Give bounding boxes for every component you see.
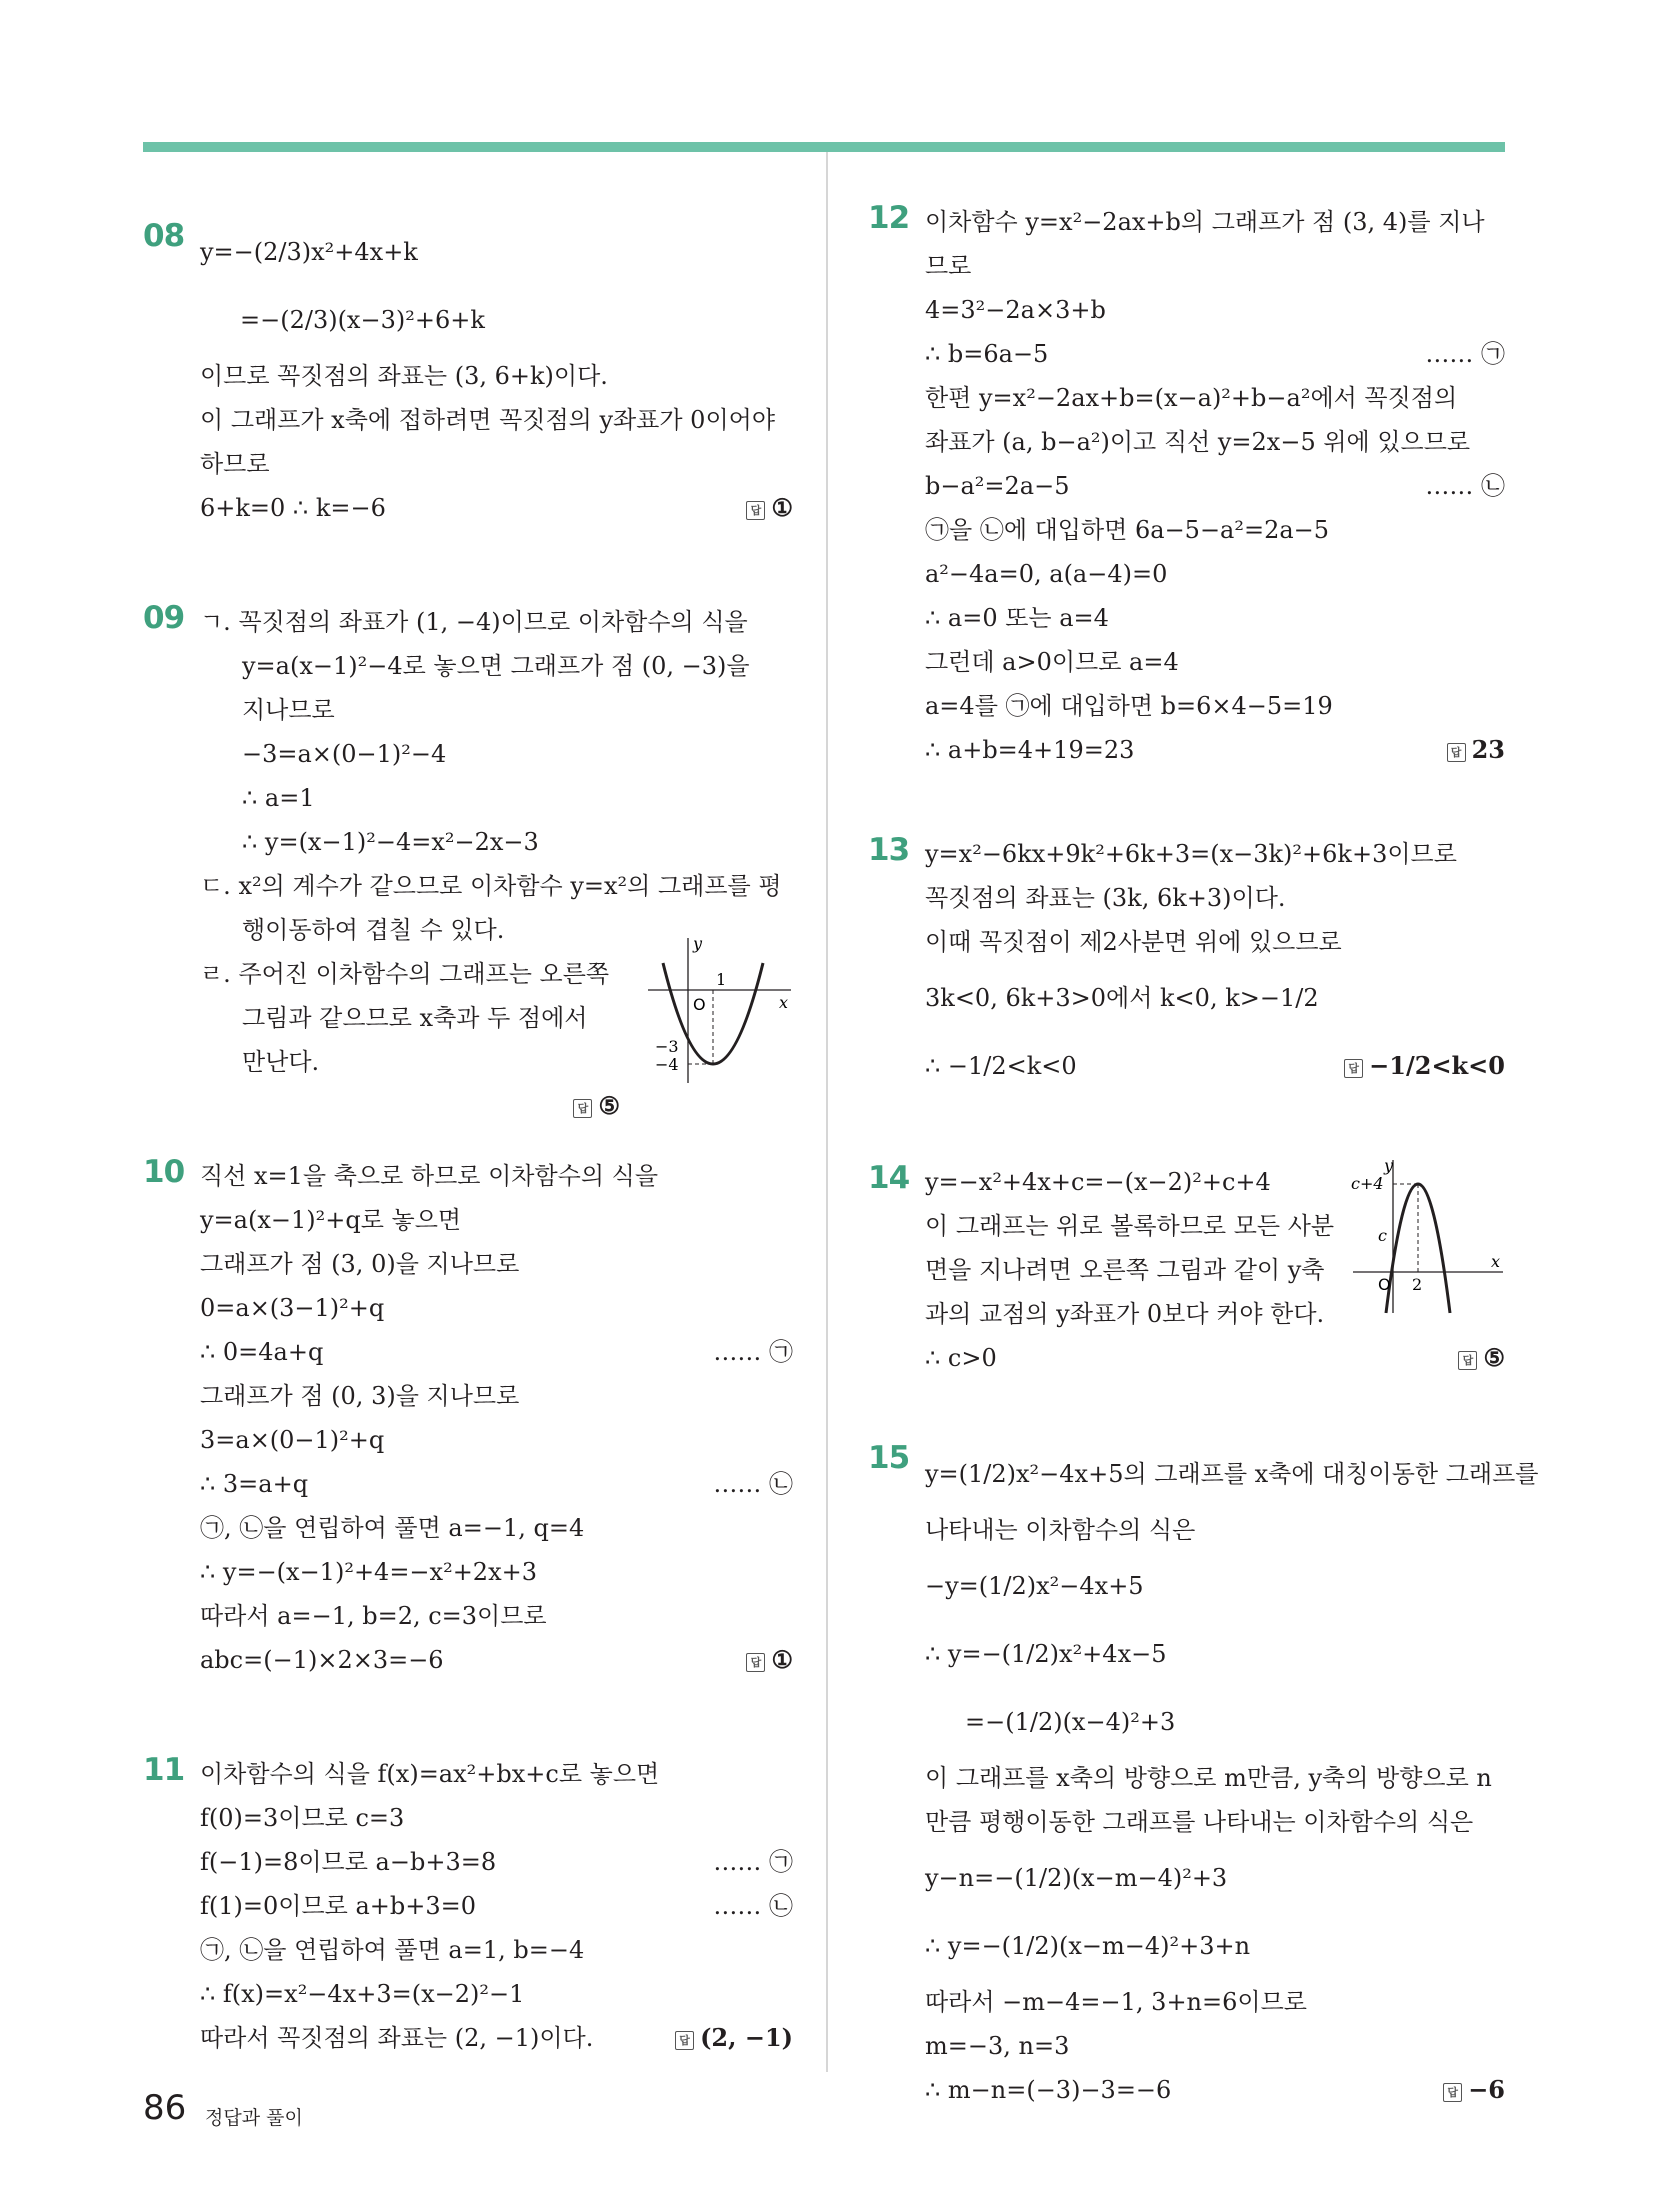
solution-line: 그래프가 점 (3, 0)을 지나므로 — [200, 1250, 520, 1278]
answer-icon: 답 — [746, 501, 765, 520]
problem-10 — [143, 1154, 793, 1682]
answer-value: −1/2<k<0 — [1369, 1051, 1505, 1080]
solution-text: ∴ −1/2<k<0 — [925, 1052, 1077, 1080]
problem-12 — [868, 200, 1505, 772]
solution-line — [925, 1032, 1505, 1100]
column-divider — [826, 152, 828, 2072]
y-label: y — [1384, 1156, 1394, 1175]
answer-icon: 답 — [1458, 1351, 1477, 1370]
parabola-graph-09 — [643, 935, 793, 1085]
problem-number: 11 — [143, 1752, 185, 1788]
equation-marker: …… ㉠ — [713, 1338, 793, 1366]
solution-line: 따라서 a=−1, b=2, c=3이므로 — [200, 1602, 547, 1630]
solution-line: 이차함수 y=x²−2ax+b의 그래프가 점 (3, 4)를 지나 — [925, 208, 1485, 236]
answer-value: −6 — [1468, 2075, 1505, 2104]
solution-line: y=x²−6kx+9k²+6k+3=(x−3k)²+6k+3이므로 — [925, 840, 1457, 868]
solution-line: ㉠을 ㉡에 대입하면 6a−5−a²=2a−5 — [925, 516, 1330, 544]
problem-11 — [143, 1752, 793, 2060]
solution-line: y=−x²+4x+c=−(x−2)²+c+4 — [925, 1168, 1271, 1196]
right-column — [868, 200, 1539, 2112]
solution-line: ∴ a=0 또는 a=4 — [925, 604, 1109, 632]
answer-value: (2, −1) — [700, 2023, 793, 2052]
solution-line: ㄹ. 주어진 이차함수의 그래프는 오른쪽 — [200, 960, 610, 988]
footer-label: 정답과 풀이 — [205, 2107, 303, 2129]
answer-value: ① — [771, 1645, 793, 1674]
solution-text: ∴ 3=a+q — [200, 1470, 309, 1498]
intercept-label: c — [1378, 1226, 1387, 1245]
solution-line: 이차함수의 식을 f(x)=ax²+bx+c로 놓으면 — [200, 1760, 660, 1788]
solution-line: 이 그래프를 x축의 방향으로 m만큼, y축의 방향으로 n — [925, 1764, 1492, 1792]
solution-line: a=4를 ㉠에 대입하면 b=6×4−5=19 — [925, 692, 1333, 720]
parabola-graph-14 — [1348, 1155, 1505, 1315]
answer-icon: 답 — [1443, 2083, 1462, 2102]
solution-line: 좌표가 (a, b−a²)이고 직선 y=2x−5 위에 있으므로 — [925, 428, 1471, 456]
solution-line: 3k<0, 6k+3>0에서 k<0, k>−1/2 — [925, 984, 1319, 1012]
solution-text: ∴ b=6a−5 — [925, 340, 1049, 368]
solution-line: ㄷ. x²의 계수가 같으므로 이차함수 y=x²의 그래프를 평 — [200, 872, 782, 900]
answer-icon: 답 — [675, 2031, 694, 2050]
solution-line: y−n=−(1/2)(x−m−4)²+3 — [925, 1864, 1228, 1892]
solution-line — [925, 1336, 1505, 1380]
vertex-label: c+4 — [1351, 1174, 1384, 1193]
answer-icon: 답 — [746, 1653, 765, 1672]
equation-marker: …… ㉡ — [1425, 472, 1505, 500]
solution-line: 므로 — [925, 252, 972, 280]
solution-line: 따라서 −m−4=−1, 3+n=6이므로 — [925, 1988, 1307, 2016]
solution-line: 한편 y=x²−2ax+b=(x−a)²+b−a²에서 꼭짓점의 — [925, 384, 1458, 412]
problem-number: 14 — [868, 1160, 910, 1196]
solution-line: 3=a×(0−1)²+q — [200, 1426, 385, 1454]
solution-line: a²−4a=0, a(a−4)=0 — [925, 560, 1168, 588]
page-number: 86 — [143, 2088, 187, 2128]
solution-line: ∴ f(x)=x²−4x+3=(x−2)²−1 — [200, 1980, 525, 2008]
solution-text: f(1)=0이므로 a+b+3=0 — [200, 1892, 476, 1920]
equation-marker: …… ㉡ — [713, 1892, 793, 1920]
problem-number: 09 — [143, 600, 185, 636]
solution-line: ∴ y=−(1/2)(x−m−4)²+3+n — [925, 1932, 1251, 1960]
solution-line: −3=a×(0−1)²−4 — [242, 740, 447, 768]
problem-number: 12 — [868, 200, 910, 236]
answer-icon: 답 — [573, 1099, 592, 1118]
answer-value: ⑤ — [598, 1091, 620, 1120]
answer — [1458, 1336, 1505, 1380]
solution-line: ∴ y=−(x−1)²+4=−x²+2x+3 — [200, 1558, 537, 1586]
equation-marker: …… ㉡ — [713, 1470, 793, 1498]
solution-line: ㄱ. 꼭짓점의 좌표가 (1, −4)이므로 이차함수의 식을 — [200, 608, 748, 636]
solution-line: ㉠, ㉡을 연립하여 풀면 a=−1, q=4 — [200, 1514, 585, 1542]
solution-line: y=(1/2)x²−4x+5의 그래프를 x축에 대칭이동한 그래프를 — [925, 1460, 1539, 1488]
solution-line: 하므로 — [200, 450, 270, 478]
solution-line: 0=a×(3−1)²+q — [200, 1294, 385, 1322]
solution-text: ∴ m−n=(−3)−3=−6 — [925, 2076, 1172, 2104]
solution-line: ∴ y=−(1/2)x²+4x−5 — [925, 1640, 1167, 1668]
x-label: x — [1491, 1252, 1501, 1271]
solution-line: ㉠, ㉡을 연립하여 풀면 a=1, b=−4 — [200, 1936, 585, 1964]
solution-line: 만난다. — [242, 1048, 320, 1076]
problem-number: 15 — [868, 1440, 910, 1476]
solution-line: 이 그래프는 위로 볼록하므로 모든 사분 — [925, 1212, 1335, 1240]
solution-line: 이 그래프가 x축에 접하려면 꼭짓점의 y좌표가 0이어야 — [200, 406, 775, 434]
problem-08 — [143, 218, 793, 530]
solution-line — [925, 464, 1505, 508]
solution-line — [925, 332, 1505, 376]
solution-line: 이므로 꼭짓점의 좌표는 (3, 6+k)이다. — [200, 362, 608, 390]
x-label: x — [779, 993, 789, 1012]
answer — [1447, 728, 1505, 772]
solution-line — [200, 1638, 793, 1682]
origin-label: O — [1378, 1275, 1391, 1294]
answer — [746, 1638, 793, 1682]
solution-line: 지나므로 — [242, 696, 335, 724]
solution-line: 행이동하여 겹칠 수 있다. — [242, 916, 505, 944]
solution-line: 과의 교점의 y좌표가 0보다 커야 한다. — [925, 1300, 1325, 1328]
solution-line: −y=(1/2)x²−4x+5 — [925, 1572, 1144, 1600]
equation-marker: …… ㉠ — [713, 1848, 793, 1876]
problem-13 — [868, 832, 1505, 1100]
solution-line — [200, 2016, 793, 2060]
solution-line: 직선 x=1을 축으로 하므로 이차함수의 식을 — [200, 1162, 659, 1190]
solution-line: m=−3, n=3 — [925, 2032, 1070, 2060]
solution-text: f(−1)=8이므로 a−b+3=8 — [200, 1848, 497, 1876]
problem-09 — [143, 600, 793, 1120]
solution-line: ∴ a=1 — [242, 784, 315, 812]
solution-line: 나타내는 이차함수의 식은 — [925, 1516, 1196, 1544]
solution-line: ∴ y=(x−1)²−4=x²−2x−3 — [242, 828, 539, 856]
solution-line: 이때 꼭짓점이 제2사분면 위에 있으므로 — [925, 928, 1342, 956]
solution-text: ∴ a+b=4+19=23 — [925, 736, 1135, 764]
solution-text: b−a²=2a−5 — [925, 472, 1070, 500]
solution-line: 그림과 같으므로 x축과 두 점에서 — [242, 1004, 588, 1032]
solution-line: 만큼 평행이동한 그래프를 나타내는 이차함수의 식은 — [925, 1808, 1474, 1836]
solution-line: y=a(x−1)²−4로 놓으면 그래프가 점 (0, −3)을 — [242, 652, 750, 680]
problem-number: 13 — [868, 832, 910, 868]
tick-label-y: −3 — [655, 1037, 679, 1056]
problem-number: 08 — [143, 218, 185, 254]
solution-text: 6+k=0 ∴ k=−6 — [200, 494, 386, 522]
solution-line: y=a(x−1)²+q로 놓으면 — [200, 1206, 462, 1234]
problem-15 — [868, 1440, 1539, 2112]
solution-line: =−(2/3)(x−3)²+6+k — [240, 306, 485, 334]
left-column — [143, 200, 793, 2060]
solution-line — [200, 486, 793, 530]
answer-icon: 답 — [1447, 743, 1466, 762]
solution-line: f(0)=3이므로 c=3 — [200, 1804, 405, 1832]
solution-text: abc=(−1)×2×3=−6 — [200, 1646, 444, 1674]
solution-line: 4=3²−2a×3+b — [925, 296, 1106, 324]
problem-number: 10 — [143, 1154, 185, 1190]
solution-line — [200, 1462, 793, 1506]
tick-label-x: 2 — [1412, 1275, 1423, 1294]
answer — [675, 2016, 793, 2060]
solution-line: 그래프가 점 (0, 3)을 지나므로 — [200, 1382, 520, 1410]
answer — [1344, 1032, 1505, 1100]
solution-line: 꼭짓점의 좌표는 (3k, 6k+3)이다. — [925, 884, 1286, 912]
solution-line — [200, 1330, 793, 1374]
solution-line — [925, 2068, 1505, 2112]
solution-line — [925, 728, 1505, 772]
solution-line: =−(1/2)(x−4)²+3 — [965, 1708, 1176, 1736]
equation-marker: …… ㉠ — [1425, 340, 1505, 368]
answer — [746, 486, 793, 530]
top-accent-bar — [143, 142, 1505, 152]
tick-label-x: 1 — [716, 970, 727, 989]
answer-icon: 답 — [1344, 1059, 1363, 1078]
problem-14 — [868, 1156, 1505, 1380]
solution-line: 면을 지나려면 오른쪽 그림과 같이 y축 — [925, 1256, 1325, 1284]
answer — [1443, 2068, 1505, 2112]
solution-line: y=−(2/3)x²+4x+k — [200, 238, 418, 266]
solution-line — [200, 1840, 793, 1884]
solution-text: ∴ c>0 — [925, 1344, 997, 1372]
solution-text: 따라서 꼭짓점의 좌표는 (2, −1)이다. — [200, 2024, 594, 2052]
answer-value: ⑤ — [1483, 1343, 1505, 1372]
y-label: y — [693, 935, 703, 953]
tick-label-y: −4 — [655, 1055, 679, 1074]
answer — [573, 1084, 620, 1128]
answer-value: ① — [771, 493, 793, 522]
solution-text: ∴ 0=4a+q — [200, 1338, 324, 1366]
solution-line — [200, 1884, 793, 1928]
answer-value: 23 — [1471, 735, 1505, 764]
origin-label: O — [693, 995, 706, 1014]
solution-line: 그런데 a>0이므로 a=4 — [925, 648, 1179, 676]
